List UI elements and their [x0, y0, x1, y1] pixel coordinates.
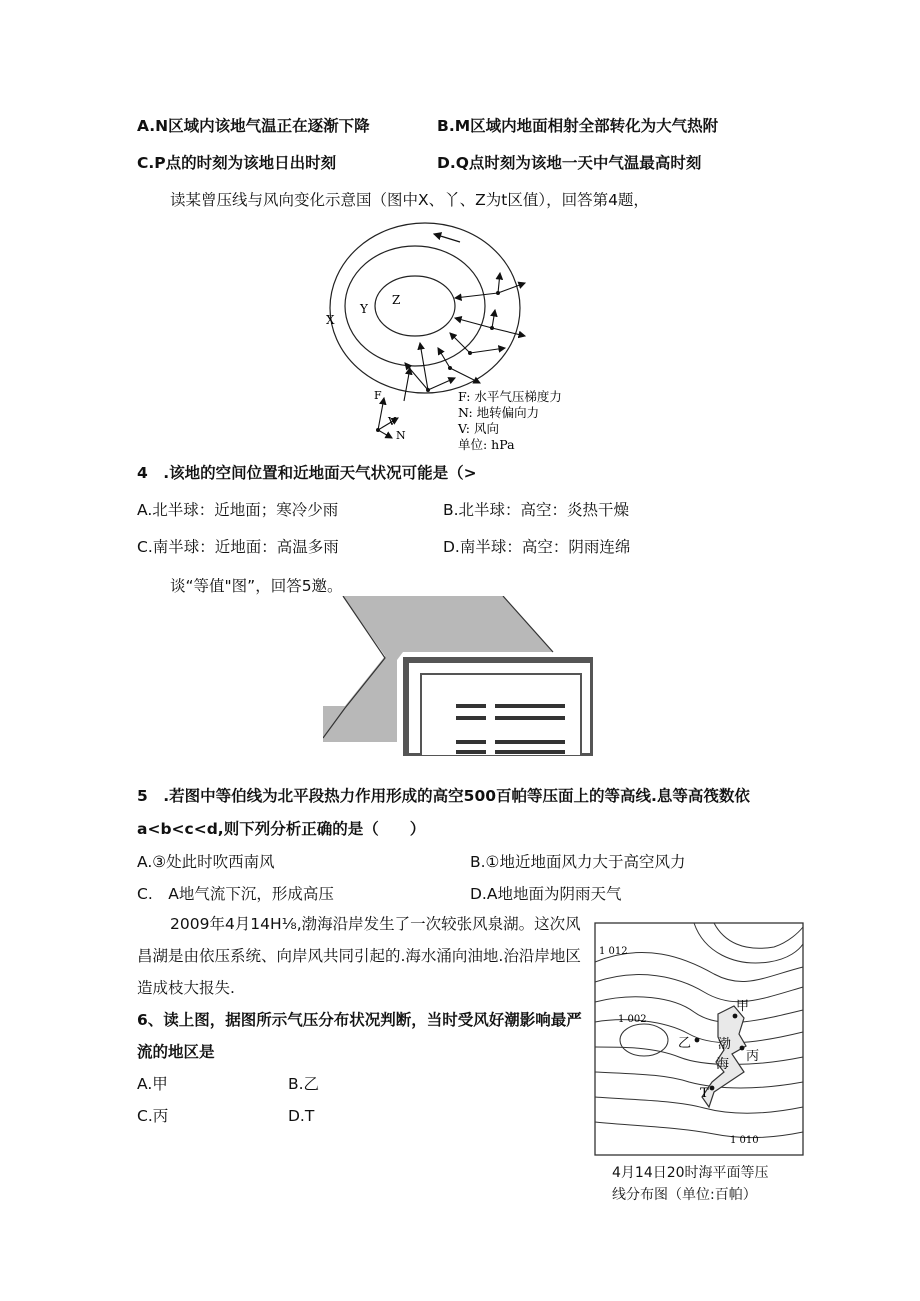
q6-paragraph-line2: 昌湖是由依压系统、向岸风共同引起的.海水涌向油地.治沿岸地区: [137, 947, 581, 965]
q3-option-b: B.M区域内地面相射全部转化为大气热附: [437, 117, 719, 135]
point-bing: [740, 1046, 745, 1051]
top-arrow: [434, 234, 460, 242]
isobar-inner: [375, 276, 455, 336]
legend-n: N: 地转偏向力: [458, 405, 540, 420]
q6-stem-line1: 6、读上图，据图所示气压分布状况判断，当时受风好潮影响最严: [137, 1011, 582, 1029]
q6-paragraph-line1: 2009年4月14H⅛,渤海沿岸发生了一次较张风泉湖。这次风: [170, 915, 581, 933]
q3-option-d: D.Q点时刻为该地一天中气温最高时刻: [437, 154, 702, 172]
contour-bar: [495, 750, 565, 754]
q5-stem-line1: 5 .若图中等伯线为北平段热力作用形成的高空500百帕等压面上的等高线.息等高筏数依: [137, 787, 750, 805]
label-x: X: [326, 313, 335, 327]
q5-option-b: B.①地近地面风力大于高空风力: [470, 853, 686, 871]
sea-level-pressure-map: [594, 922, 804, 1156]
map-label-ding: T: [700, 1086, 709, 1101]
q6-option-c: C.丙: [137, 1107, 169, 1125]
q5-option-d: D.A地地面为阴雨天气: [470, 885, 622, 903]
q4-option-d: D.南半球：高空：阴雨连绵: [443, 538, 631, 556]
q4-stem: 4 .该地的空间位置和近地面天气状况可能是（>: [137, 464, 477, 482]
label-f: F: [374, 389, 382, 402]
label-n: N: [396, 429, 406, 442]
point-jia: [733, 1014, 738, 1019]
contour-bar: [495, 704, 565, 708]
contour-diagram: [323, 596, 593, 756]
map-label-1002: 1 002: [618, 1014, 647, 1025]
q4-option-b: B.北半球：高空：炎热干燥: [443, 501, 630, 519]
q4-option-c: C.南半球：近地面：高温多雨: [137, 538, 339, 556]
map-label-1010: 1 010: [730, 1135, 759, 1146]
q6-option-b: B.乙: [288, 1075, 320, 1093]
fig2-intro: 谈“等值"图”，回答5邀。: [170, 577, 343, 595]
map-caption-line1: 4月14日20时海平面等压: [612, 1165, 769, 1181]
contour-bar: [456, 704, 486, 708]
q6-paragraph-line3: 造成枝大报失.: [137, 979, 235, 997]
contour-bar: [456, 716, 486, 720]
point-ding: [710, 1086, 715, 1091]
q6-option-d: D.T: [288, 1107, 315, 1125]
contour-bar: [456, 750, 486, 754]
q6-option-a: A.甲: [137, 1075, 168, 1093]
isobar-outer: [330, 223, 520, 393]
map-label-jia: 甲: [736, 999, 750, 1014]
map-label-bing: 丙: [746, 1049, 760, 1064]
label-v: V: [388, 415, 396, 428]
isobar-wind-diagram: [320, 218, 610, 458]
q5-option-c: C. A地气流下沉，形成高压: [137, 885, 334, 903]
legend-unit: 单位: hPa: [458, 437, 515, 452]
fig1-intro: 读某曾压线与风向变化示意国（图中X、丫、Z为t区值），回答第4题，: [170, 191, 649, 209]
q5-option-a: A.③处此时吹西南风: [137, 853, 275, 871]
legend-v: V: 风向: [458, 421, 499, 436]
q5-stem-line2: a<b<c<d,则下列分析正确的是（ ）: [137, 820, 426, 838]
label-z: Z: [392, 293, 401, 307]
label-y: Y: [360, 302, 368, 316]
map-label-1012: 1 012: [599, 946, 628, 957]
contour-bar: [456, 740, 486, 744]
map-label-bo: 渤: [718, 1037, 732, 1052]
q3-option-a: A.N区域内该地气温正在逐渐下降: [137, 117, 370, 135]
q4-option-a: A.北半球：近地面；寒冷少雨: [137, 501, 339, 519]
legend-f: F: 水平气压梯度力: [458, 389, 562, 404]
map-caption-line2: 线分布图（单位:百帕）: [612, 1187, 757, 1203]
point-yi: [695, 1038, 700, 1043]
q3-option-c: C.P点的时刻为该地日出时刻: [137, 154, 337, 172]
contour-bar: [495, 740, 565, 744]
map-label-yi: 乙: [678, 1036, 692, 1051]
contour-bar: [495, 716, 565, 720]
map-label-hai: 海: [716, 1057, 730, 1072]
q6-stem-line2: 流的地区是: [137, 1043, 215, 1061]
